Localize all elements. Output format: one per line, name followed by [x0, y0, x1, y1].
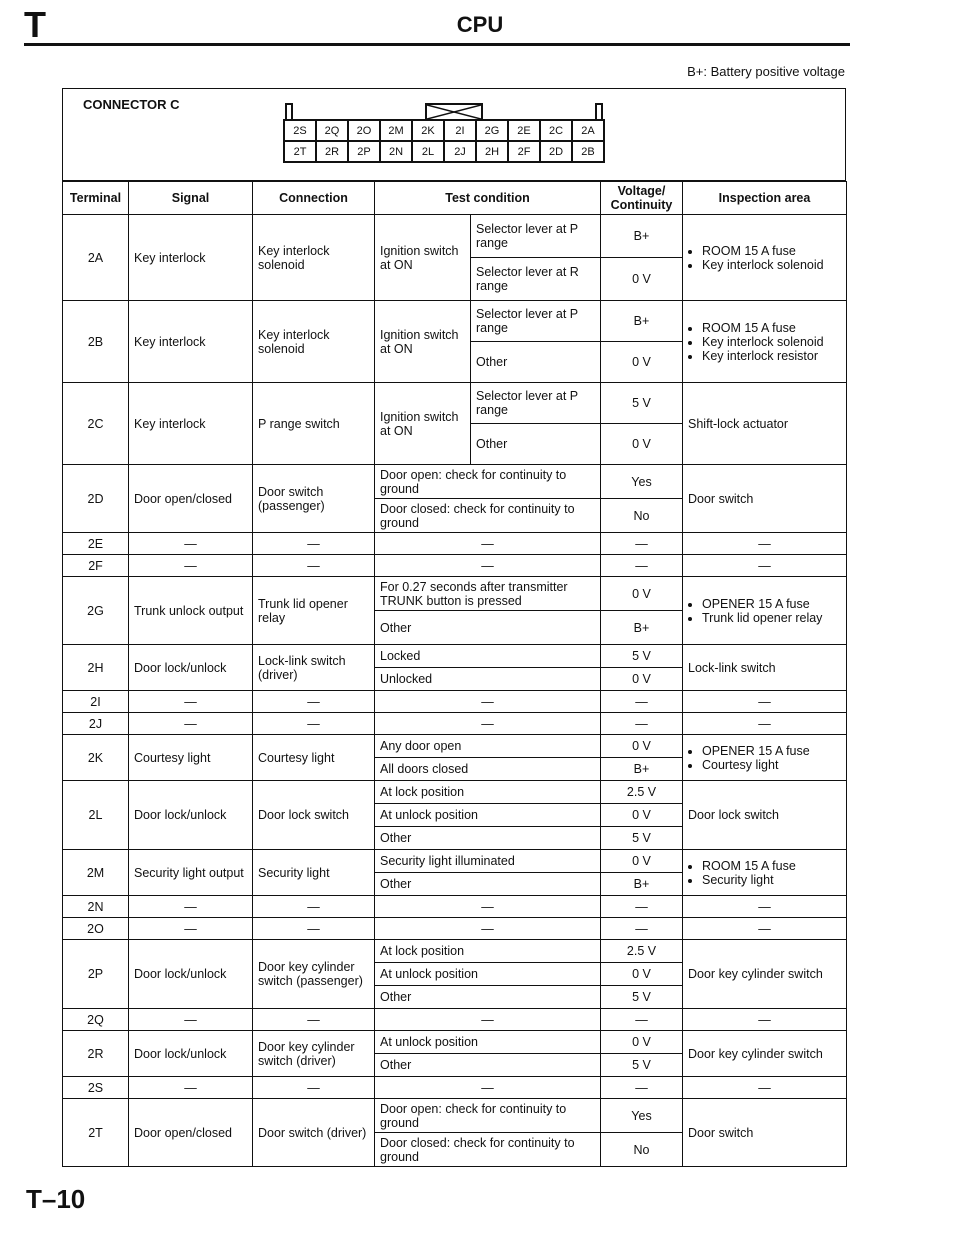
value-cell: —: [601, 555, 683, 577]
connection-cell: —: [253, 533, 375, 555]
inspection-cell: Lock-link switch: [683, 645, 847, 691]
table-row: [63, 465, 847, 499]
terminal-cell: 2C: [63, 383, 129, 465]
inspection-item: • OPENER 15 A fuse: [702, 744, 841, 758]
page-title: CPU: [456, 12, 504, 37]
value-cell: —: [601, 1077, 683, 1099]
value-cell: B+: [601, 758, 683, 781]
connection-cell: Trunk lid opener relay: [253, 577, 375, 645]
value-cell: 0 V: [601, 342, 683, 383]
signal-cell: Door lock/unlock: [129, 1031, 253, 1077]
condition-main-cell: Ignition switch at ON: [375, 301, 471, 383]
table-row: [63, 577, 847, 611]
condition-cell: Door closed: check for continuity to ground: [375, 1133, 601, 1167]
condition-cell: Other: [375, 873, 601, 896]
connector-key-icon: [425, 103, 483, 119]
signal-cell: Door open/closed: [129, 1099, 253, 1167]
signal-cell: Key interlock: [129, 383, 253, 465]
inspection-cell: [683, 577, 847, 645]
condition-cell: —: [375, 896, 601, 918]
signal-cell: —: [129, 896, 253, 918]
signal-cell: —: [129, 713, 253, 735]
condition-cell: Selector lever at P range: [471, 383, 601, 424]
inspection-cell: Door switch: [683, 1099, 847, 1167]
table-row: [63, 1099, 847, 1133]
terminal-cell: 2B: [63, 301, 129, 383]
inspection-item: • Trunk lid opener relay: [702, 611, 841, 625]
connection-cell: —: [253, 1077, 375, 1099]
value-cell: No: [601, 1133, 683, 1167]
value-cell: 0 V: [601, 850, 683, 873]
condition-cell: —: [375, 555, 601, 577]
inspection-list: [688, 859, 841, 887]
connector-pin: 2O: [348, 120, 380, 141]
value-cell: 2.5 V: [601, 940, 683, 963]
value-cell: 0 V: [601, 577, 683, 611]
section-letter: T: [24, 4, 46, 45]
inspection-item: • OPENER 15 A fuse: [702, 597, 841, 611]
connector-latch-left: [285, 103, 293, 119]
terminal-cell: 2Q: [63, 1009, 129, 1031]
connection-cell: Lock-link switch (driver): [253, 645, 375, 691]
table-row: [63, 1077, 847, 1099]
inspection-list: [688, 597, 841, 625]
signal-cell: Courtesy light: [129, 735, 253, 781]
terminal-cell: 2K: [63, 735, 129, 781]
terminal-cell: 2M: [63, 850, 129, 896]
table-row: [63, 301, 847, 342]
connection-cell: —: [253, 713, 375, 735]
page-number: T–10: [26, 1184, 86, 1214]
condition-cell: For 0.27 seconds after transmitter TRUNK button is pressed: [375, 577, 601, 611]
connection-cell: Door lock switch: [253, 781, 375, 850]
value-cell: 5 V: [601, 827, 683, 850]
connector-pin: 2N: [380, 141, 412, 162]
condition-cell: Door closed: check for continuity to ground: [375, 499, 601, 533]
connector-pin: 2D: [540, 141, 572, 162]
terminal-cell: 2N: [63, 896, 129, 918]
table-row: [63, 533, 847, 555]
value-cell: B+: [601, 611, 683, 645]
condition-cell: At unlock position: [375, 1031, 601, 1054]
inspection-cell: Shift-lock actuator: [683, 383, 847, 465]
value-cell: 5 V: [601, 645, 683, 668]
condition-cell: Any door open: [375, 735, 601, 758]
signal-cell: —: [129, 1009, 253, 1031]
condition-cell: —: [375, 1077, 601, 1099]
signal-cell: Door lock/unlock: [129, 940, 253, 1009]
inspection-item: • Courtesy light: [702, 758, 841, 772]
table-row: [63, 1009, 847, 1031]
connector-latch-right: [595, 103, 603, 119]
inspection-cell: Door key cylinder switch: [683, 1031, 847, 1077]
terminal-cell: 2P: [63, 940, 129, 1009]
signal-cell: Security light output: [129, 850, 253, 896]
connector-pin: 2F: [508, 141, 540, 162]
terminal-cell: 2T: [63, 1099, 129, 1167]
connector-pin: 2J: [444, 141, 476, 162]
value-cell: 0 V: [601, 668, 683, 691]
connection-cell: Key interlock solenoid: [253, 215, 375, 301]
connector-pin: 2I: [444, 120, 476, 141]
inspection-item: • Key interlock solenoid: [702, 335, 841, 349]
table-row: [63, 645, 847, 668]
connection-cell: Door key cylinder switch (driver): [253, 1031, 375, 1077]
signal-cell: Door lock/unlock: [129, 645, 253, 691]
table-row: [63, 896, 847, 918]
condition-cell: Other: [375, 827, 601, 850]
condition-cell: —: [375, 713, 601, 735]
terminal-cell: 2F: [63, 555, 129, 577]
connector-pin: 2T: [284, 141, 316, 162]
inspection-list: [688, 244, 841, 272]
table-row: [63, 215, 847, 258]
header-rule: [24, 43, 850, 46]
col-signal: Signal: [129, 182, 253, 215]
connector-pin: 2L: [412, 141, 444, 162]
value-cell: B+: [601, 215, 683, 258]
condition-cell: Security light illuminated: [375, 850, 601, 873]
table-row: [63, 555, 847, 577]
condition-cell: Unlocked: [375, 668, 601, 691]
value-cell: Yes: [601, 1099, 683, 1133]
connector-pin: 2B: [572, 141, 604, 162]
condition-cell: Other: [375, 611, 601, 645]
value-cell: Yes: [601, 465, 683, 499]
connection-cell: —: [253, 555, 375, 577]
signal-cell: Door lock/unlock: [129, 781, 253, 850]
connector-diagram: [62, 88, 846, 181]
signal-cell: Key interlock: [129, 215, 253, 301]
condition-cell: At lock position: [375, 781, 601, 804]
terminal-cell: 2I: [63, 691, 129, 713]
table-header-row: [63, 182, 847, 215]
connection-cell: P range switch: [253, 383, 375, 465]
value-cell: B+: [601, 301, 683, 342]
condition-cell: —: [375, 533, 601, 555]
inspection-item: • Key interlock solenoid: [702, 258, 841, 272]
inspection-cell: —: [683, 1009, 847, 1031]
signal-cell: —: [129, 918, 253, 940]
inspection-cell: —: [683, 1077, 847, 1099]
inspection-cell: [683, 301, 847, 383]
value-cell: No: [601, 499, 683, 533]
table-row: [63, 735, 847, 758]
signal-cell: —: [129, 533, 253, 555]
value-cell: —: [601, 533, 683, 555]
col-terminal: Terminal: [63, 182, 129, 215]
connector-pin: 2P: [348, 141, 380, 162]
condition-cell: Door open: check for continuity to ground: [375, 1099, 601, 1133]
value-cell: —: [601, 896, 683, 918]
value-cell: 5 V: [601, 383, 683, 424]
inspection-cell: [683, 735, 847, 781]
condition-cell: —: [375, 691, 601, 713]
signal-cell: —: [129, 555, 253, 577]
inspection-item: • Security light: [702, 873, 841, 887]
condition-cell: Selector lever at P range: [471, 215, 601, 258]
value-cell: 2.5 V: [601, 781, 683, 804]
connector-pin: 2R: [316, 141, 348, 162]
connection-cell: —: [253, 691, 375, 713]
inspection-cell: —: [683, 713, 847, 735]
connector-pin: 2C: [540, 120, 572, 141]
signal-cell: Key interlock: [129, 301, 253, 383]
terminal-cell: 2H: [63, 645, 129, 691]
connection-cell: —: [253, 896, 375, 918]
signal-cell: —: [129, 691, 253, 713]
connector-pin: 2Q: [316, 120, 348, 141]
value-cell: —: [601, 691, 683, 713]
inspection-cell: —: [683, 555, 847, 577]
terminal-cell: 2G: [63, 577, 129, 645]
value-cell: 0 V: [601, 735, 683, 758]
value-cell: —: [601, 918, 683, 940]
value-cell: 5 V: [601, 1054, 683, 1077]
connection-cell: Key interlock solenoid: [253, 301, 375, 383]
inspection-item: • ROOM 15 A fuse: [702, 321, 841, 335]
condition-cell: Selector lever at R range: [471, 258, 601, 301]
connection-cell: —: [253, 918, 375, 940]
terminal-cell: 2L: [63, 781, 129, 850]
inspection-cell: Door key cylinder switch: [683, 940, 847, 1009]
inspection-list: [688, 321, 841, 363]
inspection-cell: Door switch: [683, 465, 847, 533]
signal-cell: —: [129, 1077, 253, 1099]
connector-pin: 2E: [508, 120, 540, 141]
terminal-cell: 2D: [63, 465, 129, 533]
signal-cell: Door open/closed: [129, 465, 253, 533]
connector-pin: 2H: [476, 141, 508, 162]
inspection-cell: —: [683, 896, 847, 918]
connection-cell: —: [253, 1009, 375, 1031]
signal-cell: Trunk unlock output: [129, 577, 253, 645]
connector-pin: 2A: [572, 120, 604, 141]
table-row: [63, 781, 847, 804]
inspection-cell: —: [683, 918, 847, 940]
table-row: [63, 1031, 847, 1054]
value-cell: —: [601, 713, 683, 735]
condition-cell: Other: [375, 1054, 601, 1077]
table-row: [63, 850, 847, 873]
condition-cell: At lock position: [375, 940, 601, 963]
connector-pin: 2M: [380, 120, 412, 141]
connector-pin: 2K: [412, 120, 444, 141]
inspection-item: • ROOM 15 A fuse: [702, 859, 841, 873]
value-cell: 0 V: [601, 424, 683, 465]
col-connection: Connection: [253, 182, 375, 215]
table-row: [63, 691, 847, 713]
connection-cell: Security light: [253, 850, 375, 896]
legend-note: B+: Battery positive voltage: [687, 64, 845, 79]
connection-cell: Door switch (driver): [253, 1099, 375, 1167]
terminal-table: [62, 181, 847, 1167]
connector-pin: 2G: [476, 120, 508, 141]
table-row: [63, 940, 847, 963]
condition-main-cell: Ignition switch at ON: [375, 215, 471, 301]
connector-pin-grid: [283, 119, 605, 163]
col-inspection: Inspection area: [683, 182, 847, 215]
condition-cell: Locked: [375, 645, 601, 668]
inspection-cell: —: [683, 533, 847, 555]
connection-cell: Door key cylinder switch (passenger): [253, 940, 375, 1009]
condition-cell: —: [375, 918, 601, 940]
connector-pin: 2S: [284, 120, 316, 141]
inspection-cell: [683, 850, 847, 896]
condition-cell: Other: [471, 342, 601, 383]
value-cell: 0 V: [601, 258, 683, 301]
value-cell: 5 V: [601, 986, 683, 1009]
condition-cell: All doors closed: [375, 758, 601, 781]
condition-cell: Other: [375, 986, 601, 1009]
condition-cell: —: [375, 1009, 601, 1031]
connection-cell: Courtesy light: [253, 735, 375, 781]
table-row: [63, 713, 847, 735]
terminal-cell: 2J: [63, 713, 129, 735]
value-cell: 0 V: [601, 1031, 683, 1054]
condition-cell: Door open: check for continuity to ground: [375, 465, 601, 499]
table-row: [63, 383, 847, 424]
terminal-cell: 2S: [63, 1077, 129, 1099]
connector-label: CONNECTOR C: [83, 97, 180, 112]
condition-cell: Other: [471, 424, 601, 465]
condition-cell: At unlock position: [375, 963, 601, 986]
inspection-cell: —: [683, 691, 847, 713]
connection-cell: Door switch (passenger): [253, 465, 375, 533]
inspection-cell: Door lock switch: [683, 781, 847, 850]
terminal-cell: 2R: [63, 1031, 129, 1077]
table-row: [63, 918, 847, 940]
terminal-cell: 2O: [63, 918, 129, 940]
value-cell: B+: [601, 873, 683, 896]
condition-cell: Selector lever at P range: [471, 301, 601, 342]
value-cell: —: [601, 1009, 683, 1031]
terminal-cell: 2A: [63, 215, 129, 301]
col-test-condition: Test condition: [375, 182, 601, 215]
inspection-list: [688, 744, 841, 772]
value-cell: 0 V: [601, 804, 683, 827]
condition-main-cell: Ignition switch at ON: [375, 383, 471, 465]
terminal-cell: 2E: [63, 533, 129, 555]
inspection-item: • ROOM 15 A fuse: [702, 244, 841, 258]
inspection-item: • Key interlock resistor: [702, 349, 841, 363]
inspection-cell: [683, 215, 847, 301]
condition-cell: At unlock position: [375, 804, 601, 827]
value-cell: 0 V: [601, 963, 683, 986]
col-voltage: Voltage/ Continuity: [601, 182, 683, 215]
